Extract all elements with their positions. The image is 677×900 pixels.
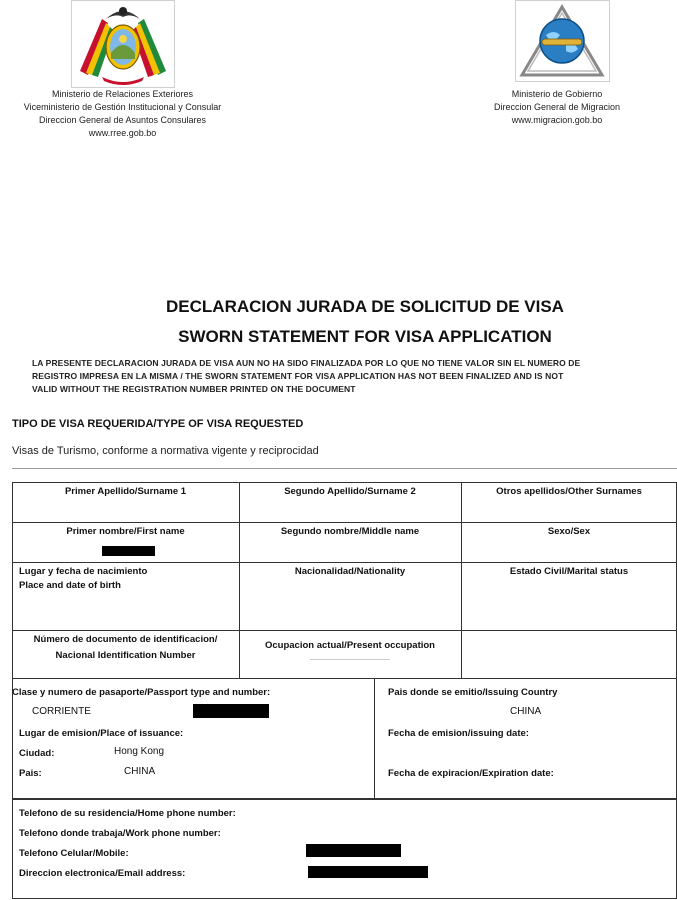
id-number-label-es: Número de documento de identificacion/ xyxy=(33,634,218,645)
other-surnames-label: Otros apellidos/Other Surnames xyxy=(496,486,642,497)
marital-status-label: Estado Civil/Marital status xyxy=(509,566,629,577)
expiration-date-label: Fecha de expiracion/Expiration date: xyxy=(388,768,554,779)
right-ministry-website: www.migracion.gob.bo xyxy=(511,115,603,125)
place-of-issuance-label: Lugar de emision/Place of issuance: xyxy=(19,728,184,739)
right-ministry-line2: Direccion General de Migracion xyxy=(493,102,621,112)
validity-notice-line2: REGISTRO IMPRESA EN LA MISMA / THE SWORN STATEMENT FOR VISA APPLICATION HAS NOT BEEN FINALIZED AND IS NOT xyxy=(32,371,564,381)
visa-type-heading: TIPO DE VISA REQUERIDA/TYPE OF VISA REQUESTED xyxy=(12,418,304,430)
table-divider xyxy=(12,630,677,631)
right-ministry-line1: Ministerio de Gobierno xyxy=(511,89,603,99)
migracion-globe-triangle-emblem-icon xyxy=(515,0,610,82)
work-phone-label: Telefono donde trabaja/Work phone number: xyxy=(19,828,221,839)
issue-date-label: Fecha de emision/issuing date: xyxy=(388,728,529,739)
document-title-en: SWORN STATEMENT FOR VISA APPLICATION xyxy=(178,327,552,346)
birth-label-es: Lugar y fecha de nacimiento xyxy=(19,566,148,577)
table-divider xyxy=(12,562,677,563)
table-divider xyxy=(461,482,462,679)
country-label: Pais: xyxy=(19,768,42,779)
validity-notice-line3: VALID WITHOUT THE REGISTRATION NUMBER PRINTED ON THE DOCUMENT xyxy=(32,384,356,394)
home-phone-label: Telefono de su residencia/Home phone number: xyxy=(19,808,236,819)
birth-label xyxy=(19,565,147,593)
passport-type-label: Clase y numero de pasaporte/Passport type and number: xyxy=(12,687,271,698)
nationality-label: Nacionalidad/Nationality xyxy=(294,566,406,577)
left-ministry-website: www.rree.gob.bo xyxy=(88,128,157,138)
left-ministry-line2: Viceministerio de Gestión Institucional y Consular xyxy=(23,102,222,112)
issuing-country-label: Pais donde se emitio/Issuing Country xyxy=(388,687,558,698)
country-value: CHINA xyxy=(124,766,156,777)
occupation-underline xyxy=(310,659,390,660)
mobile-label: Telefono Celular/Mobile: xyxy=(19,848,129,859)
left-ministry-line1: Ministerio de Relaciones Exteriores xyxy=(51,89,194,99)
first-name-label: Primer nombre/First name xyxy=(66,526,185,537)
middle-name-label: Segundo nombre/Middle name xyxy=(280,526,420,537)
passport-type-value: CORRIENTE xyxy=(32,706,91,717)
bolivia-coat-of-arms-icon xyxy=(71,0,175,88)
sex-label: Sexo/Sex xyxy=(547,526,591,537)
first-name-redaction xyxy=(102,546,155,556)
occupation-label: Ocupacion actual/Present occupation xyxy=(265,640,435,651)
city-value: Hong Kong xyxy=(114,746,165,757)
email-redaction xyxy=(308,866,428,878)
mobile-redaction xyxy=(306,844,401,857)
email-label: Direccion electronica/Email address: xyxy=(19,868,186,879)
right-ministry-block xyxy=(462,88,652,127)
left-ministry-block xyxy=(0,88,245,140)
passport-number-redaction xyxy=(193,704,269,718)
table-divider xyxy=(12,522,677,523)
validity-notice xyxy=(32,357,662,396)
document-title-es: DECLARACION JURADA DE SOLICITUD DE VISA xyxy=(166,297,564,316)
city-label: Ciudad: xyxy=(19,748,55,759)
validity-notice-line1: LA PRESENTE DECLARACION JURADA DE VISA AUN NO HA SIDO FINALIZADA POR LO QUE NO TIENE VALOR SIN EL NUMERO DE xyxy=(32,358,581,368)
table-divider xyxy=(374,679,375,799)
section-divider xyxy=(12,468,677,469)
visa-type-value: Visas de Turismo, conforme a normativa vigente y reciprocidad xyxy=(12,445,319,457)
id-number-label-en: Nacional Identification Number xyxy=(55,650,196,661)
surname2-label: Segundo Apellido/Surname 2 xyxy=(284,486,416,497)
birth-label-en: Place and date of birth xyxy=(19,580,121,591)
left-ministry-line3: Direccion General de Asuntos Consulares xyxy=(38,115,207,125)
id-number-label xyxy=(12,632,239,664)
issuing-country-value: CHINA xyxy=(510,706,542,717)
surname1-label: Primer Apellido/Surname 1 xyxy=(64,486,187,497)
